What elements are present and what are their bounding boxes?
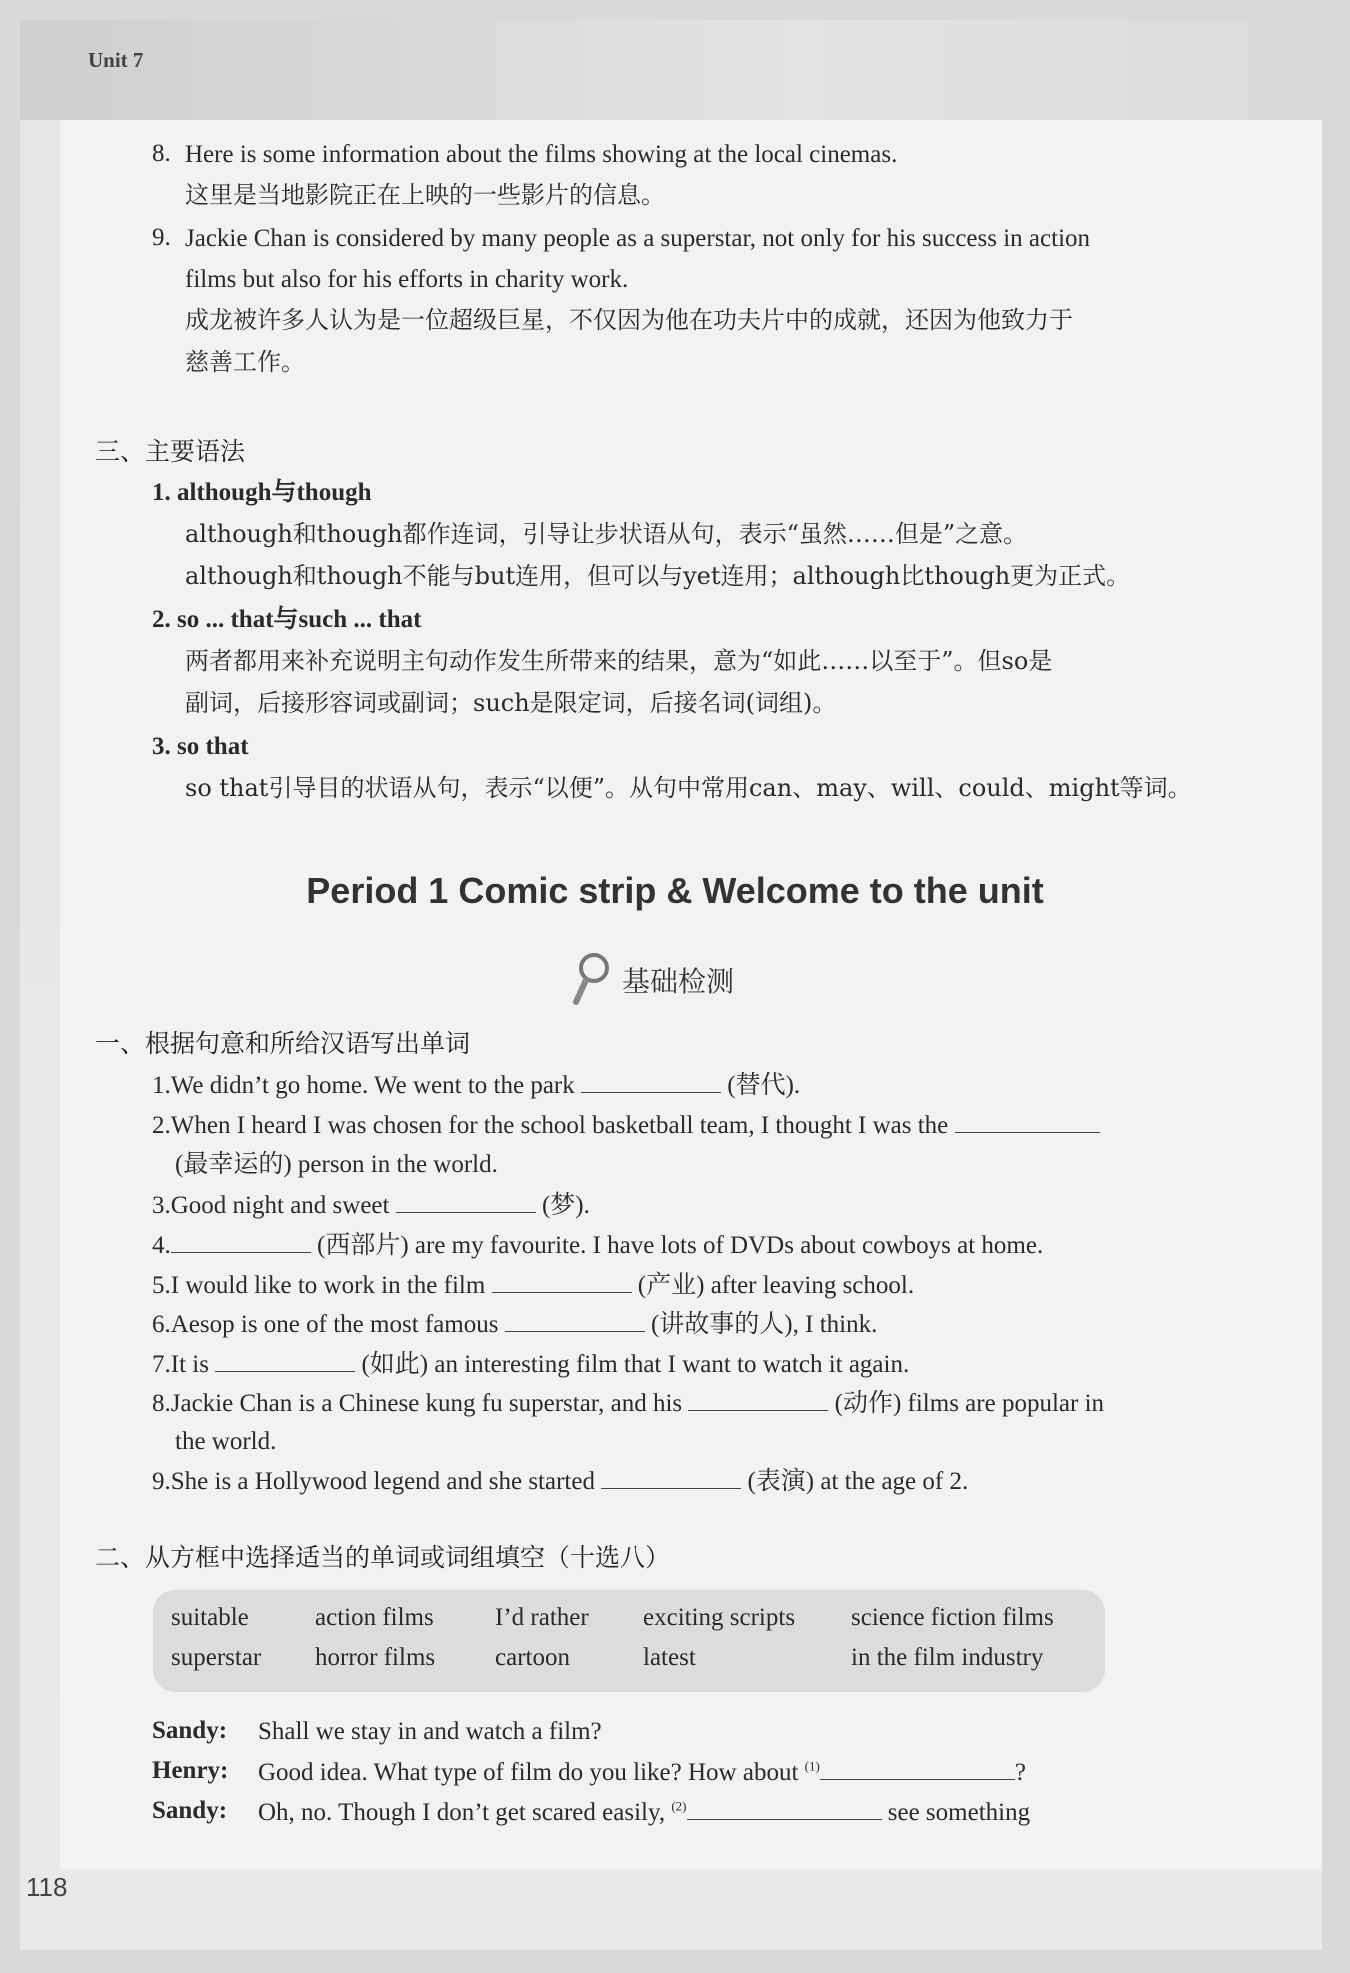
answer-blank[interactable]	[396, 1190, 536, 1213]
word-option: suitable	[171, 1604, 249, 1631]
ex1-item-7: 7.It is (如此) an interesting film that I want to watch it again.	[152, 1351, 910, 1378]
grammar-item-1-title: 1. although与though	[152, 479, 372, 506]
ex1-item-6: 6.Aesop is one of the most famous (讲故事的人), I think.	[152, 1311, 878, 1338]
ex1-item-1: 1.We didn’t go home. We went to the park (替代).	[152, 1072, 801, 1099]
word-option: in the film industry	[851, 1644, 1044, 1671]
ex1-item-4: 4. (西部片) are my favourite. I have lots of DVDs about cowboys at home.	[152, 1232, 1044, 1259]
answer-blank[interactable]	[492, 1270, 632, 1293]
answer-blank[interactable]	[505, 1309, 645, 1332]
grammar-item-1-line1: although和though都作连词，引导让步状语从句，表示“虽然……但是”之意。	[185, 520, 1028, 548]
ex1-item-8-cont: the world.	[175, 1428, 277, 1455]
word-option: I’d rather	[495, 1604, 589, 1631]
sentence-9-number: 9.	[152, 224, 171, 251]
sentence-8-cn: 这里是当地影院正在上映的一些影片的信息。	[185, 181, 665, 209]
dialogue-speaker: Sandy:	[152, 1717, 228, 1744]
word-option: superstar	[171, 1644, 262, 1671]
grammar-item-3-line1: so that引导目的状语从句，表示“以便”。从句中常用can、may、will、could、might等词。	[185, 774, 1192, 802]
answer-blank[interactable]	[171, 1230, 311, 1253]
ex1-item-3: 3.Good night and sweet (梦).	[152, 1192, 590, 1219]
answer-blank[interactable]	[601, 1466, 741, 1489]
grammar-item-2-title: 2. so ... that与such ... that	[152, 606, 422, 633]
sentence-9-en-line2: films but also for his efforts in charity work.	[185, 266, 629, 293]
grammar-item-2-line2: 副词，后接形容词或副词；such是限定词，后接名词(词组)。	[185, 689, 837, 717]
grammar-item-1-line2: although和though不能与but连用，但可以与yet连用；although比though更为正式。	[185, 562, 1131, 590]
word-option: exciting scripts	[643, 1604, 796, 1631]
word-option: action films	[315, 1604, 434, 1631]
sentence-8-number: 8.	[152, 140, 171, 167]
answer-blank[interactable]	[688, 1388, 828, 1411]
ex1-item-2-cont: (最幸运的) person in the world.	[175, 1151, 498, 1178]
sentence-9-cn-line2: 慈善工作。	[185, 348, 305, 376]
sentence-8-en: Here is some information about the films showing at the local cinemas.	[185, 141, 898, 168]
word-option: cartoon	[495, 1644, 570, 1671]
ex1-item-9: 9.She is a Hollywood legend and she started (表演) at the age of 2.	[152, 1468, 969, 1495]
unit-label: Unit 7	[88, 48, 144, 72]
grammar-item-3-title: 3. so that	[152, 733, 249, 760]
period-title: Period 1 Comic strip & Welcome to the unit	[306, 870, 1044, 911]
dialogue-speaker: Sandy:	[152, 1797, 228, 1824]
exercise1-heading: 一、根据句意和所给汉语写出单词	[95, 1029, 471, 1058]
grammar-item-2-line1: 两者都用来补充说明主句动作发生所带来的结果，意为“如此……以至于”。但so是	[185, 647, 1053, 675]
exercise2-heading: 二、从方框中选择适当的单词或词组填空（十选八）	[95, 1543, 671, 1572]
ex1-item-2: 2.When I heard I was chosen for the school basketball team, I thought I was the	[152, 1110, 1100, 1141]
sentence-9-en-line1: Jackie Chan is considered by many people as a superstar, not only for his success in action	[185, 225, 1091, 252]
magnifier-icon	[570, 950, 614, 1011]
dialogue-line: Good idea. What type of film do you like? How about $^{(1)}$ ?	[258, 1758, 1026, 1786]
word-option: latest	[643, 1644, 696, 1671]
answer-blank[interactable]	[955, 1110, 1100, 1133]
word-option: horror films	[315, 1644, 436, 1671]
dialogue-line: Oh, no. Though I don’t get scared easily, $^{(2)}$ see something	[258, 1798, 1031, 1826]
answer-blank[interactable]	[687, 1797, 882, 1820]
dialogue-speaker: Henry:	[152, 1757, 229, 1784]
page-number: 118	[26, 1872, 68, 1902]
word-option: science fiction films	[851, 1604, 1054, 1631]
answer-blank[interactable]	[581, 1070, 721, 1093]
answer-blank[interactable]	[820, 1757, 1015, 1780]
answer-blank[interactable]	[215, 1349, 355, 1372]
ex1-item-8: 8.Jackie Chan is a Chinese kung fu superstar, and his (动作) films are popular in	[152, 1390, 1105, 1417]
ex1-item-5: 5.I would like to work in the film (产业) after leaving school.	[152, 1272, 915, 1299]
header-band	[20, 20, 1322, 120]
grammar-heading: 三、主要语法	[95, 437, 246, 466]
dialogue-line: Shall we stay in and watch a film?	[258, 1718, 602, 1745]
subsection-header	[570, 950, 734, 1010]
word-box	[153, 1590, 1105, 1692]
sentence-9-cn-line1: 成龙被许多人认为是一位超级巨星，不仅因为他在功夫片中的成就，还因为他致力于	[185, 306, 1073, 334]
subsection-label: 基础检测	[622, 965, 735, 998]
